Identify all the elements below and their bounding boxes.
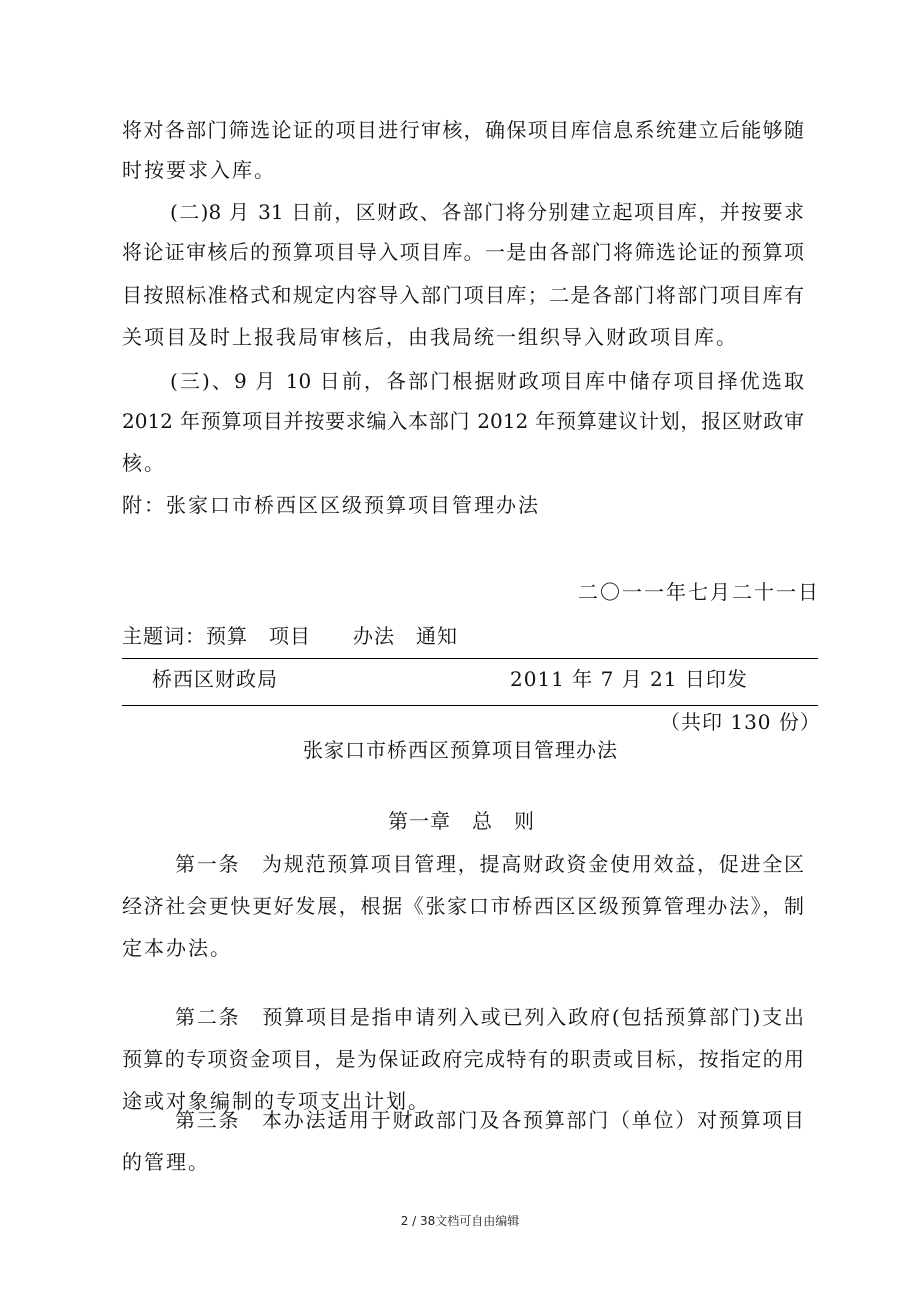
- article2-line-3: 途或对象编制的专项支出计划。: [122, 1089, 430, 1113]
- section2-line-2: 将论证审核后的预算项目导入项目库。一是由各部门将筛选论证的预算项: [122, 240, 804, 264]
- section1-line-1: 将对各部门筛选论证的项目进行审核，确保项目库信息系统建立后能够随: [122, 118, 804, 142]
- section1-line-2: 时按要求入库。: [122, 158, 276, 182]
- page-footer: 2 / 38文档可自由编辑: [400, 1214, 520, 1228]
- article1-line-1: 第一条 为规范预算项目管理，提高财政资金使用效益，促进全区: [175, 852, 804, 876]
- issue-date: 2011 年 7 月 21 日印发: [510, 667, 748, 691]
- article3-line-1: 第三条 本办法适用于财政部门及各预算部门（单位）对预算项目: [175, 1108, 804, 1132]
- keywords-line: 主题词：预算 项目 办法 通知: [122, 624, 458, 648]
- section2-line-4: 关项目及时上报我局审核后，由我局统一组织导入财政项目库。: [122, 325, 738, 349]
- issuer-name: 桥西区财政局: [152, 667, 278, 691]
- section3-line-2: 2012 年预算项目并按要求编入本部门 2012 年预算建议计划，报区财政审: [122, 409, 804, 433]
- section2-line-1: (二)8 月 31 日前，区财政、各部门将分别建立起项目库，并按要求: [170, 200, 804, 224]
- section3-line-3: 核。: [122, 451, 166, 475]
- bottom-divider: [122, 705, 818, 706]
- copies-count: （共印 130 份）: [660, 710, 821, 734]
- article3-line-2: 的管理。: [122, 1150, 210, 1174]
- article2-line-2: 预算的专项资金项目，是为保证政府完成特有的职责或目标，按指定的用: [122, 1047, 804, 1071]
- doc-title: 张家口市桥西区预算项目管理办法: [303, 738, 618, 762]
- article2-line-1: 第二条 预算项目是指申请列入或已列入政府(包括预算部门)支出: [175, 1005, 804, 1029]
- document-date: 二〇一一年七月二十一日: [578, 580, 820, 604]
- article1-line-3: 定本办法。: [122, 936, 232, 960]
- article1-line-2: 经济社会更快更好发展，根据《张家口市桥西区区级预算管理办法》，制: [122, 894, 804, 918]
- chapter1-title: 第一章 总 则: [388, 809, 535, 833]
- attachment-line: 附：张家口市桥西区区级预算项目管理办法: [122, 493, 540, 517]
- section3-line-1: (三)、9 月 10 日前，各部门根据财政项目库中储存项目择优选取: [170, 369, 804, 393]
- section2-line-3: 目按照标准格式和规定内容导入部门项目库；二是各部门将部门项目库有: [122, 283, 804, 307]
- top-divider: [122, 658, 818, 659]
